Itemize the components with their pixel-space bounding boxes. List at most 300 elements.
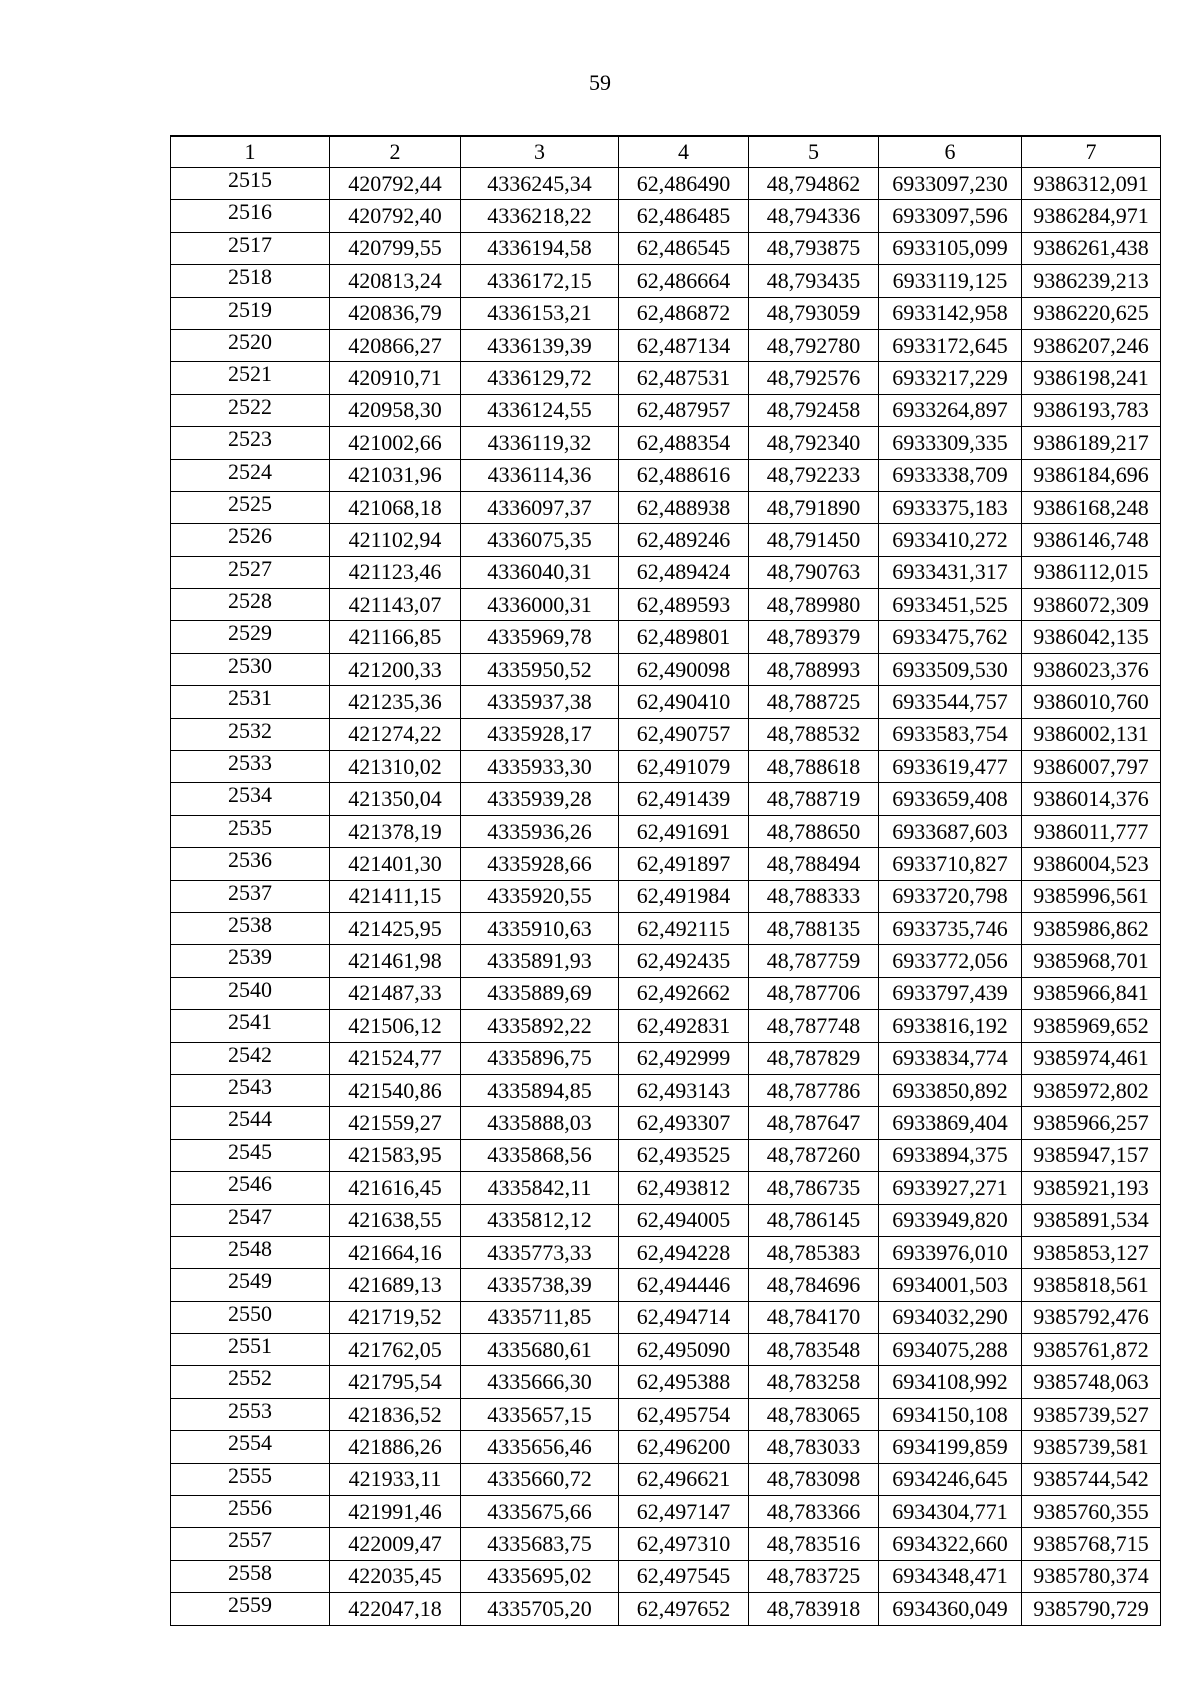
table-cell: 4335910,63 [461, 912, 619, 944]
table-row [171, 945, 1161, 977]
table-cell [171, 912, 330, 944]
point-number: 2540 [228, 976, 272, 1002]
point-number: 2545 [228, 1138, 272, 1164]
table-cell: 421102,94 [330, 524, 461, 556]
table-row [171, 653, 1161, 685]
table-cell: 48,788618 [749, 751, 879, 783]
table-cell: 48,783033 [749, 1431, 879, 1463]
table-cell: 62,497545 [619, 1560, 749, 1592]
table-cell: 6934075,288 [879, 1334, 1022, 1366]
table-cell: 62,494228 [619, 1236, 749, 1268]
table-cell: 6933735,746 [879, 912, 1022, 944]
table-cell [171, 977, 330, 1009]
table-cell: 6933619,477 [879, 751, 1022, 783]
table-row [171, 232, 1161, 264]
table-row [171, 1074, 1161, 1106]
table-cell: 9386014,376 [1022, 783, 1161, 815]
table-cell [171, 1496, 330, 1528]
table-cell: 6934246,645 [879, 1463, 1022, 1495]
table-cell: 6933894,375 [879, 1139, 1022, 1171]
table-cell: 420836,79 [330, 297, 461, 329]
table-cell: 420813,24 [330, 265, 461, 297]
point-number: 2534 [228, 782, 272, 808]
table-cell: 9385790,729 [1022, 1593, 1161, 1625]
table-cell: 62,496200 [619, 1431, 749, 1463]
table-row [171, 977, 1161, 1009]
point-number: 2531 [228, 685, 272, 711]
table-cell: 62,489801 [619, 621, 749, 653]
table-cell: 4335933,30 [461, 751, 619, 783]
table-cell: 6933475,762 [879, 621, 1022, 653]
table-cell: 422035,45 [330, 1560, 461, 1592]
table-cell [171, 589, 330, 621]
table-cell: 6933451,525 [879, 589, 1022, 621]
table-cell: 62,492115 [619, 912, 749, 944]
table-row [171, 783, 1161, 815]
table-cell [171, 1139, 330, 1171]
table-cell: 4335657,15 [461, 1398, 619, 1430]
point-number: 2538 [228, 911, 272, 937]
table-cell: 9385891,534 [1022, 1204, 1161, 1236]
table-cell: 9385739,527 [1022, 1398, 1161, 1430]
column-header: 1 [171, 136, 330, 168]
table-cell: 6934199,859 [879, 1431, 1022, 1463]
table-cell: 62,495388 [619, 1366, 749, 1398]
table-cell: 62,491691 [619, 815, 749, 847]
table-cell: 9385739,581 [1022, 1431, 1161, 1463]
table-cell: 421664,16 [330, 1236, 461, 1268]
table-cell: 9386189,217 [1022, 427, 1161, 459]
table-cell: 4335868,56 [461, 1139, 619, 1171]
table-cell: 421031,96 [330, 459, 461, 491]
table-cell: 4335666,30 [461, 1366, 619, 1398]
column-header: 4 [619, 136, 749, 168]
table-cell: 421886,26 [330, 1431, 461, 1463]
table-cell: 62,497652 [619, 1593, 749, 1625]
table-cell: 62,492831 [619, 1010, 749, 1042]
table-cell: 9385768,715 [1022, 1528, 1161, 1560]
point-number: 2530 [228, 652, 272, 678]
table-cell: 48,790763 [749, 556, 879, 588]
point-number: 2536 [228, 847, 272, 873]
column-header: 7 [1022, 136, 1161, 168]
table-cell [171, 427, 330, 459]
page-number: 59 [589, 70, 611, 95]
table-cell: 6934322,660 [879, 1528, 1022, 1560]
table-cell: 48,783725 [749, 1560, 879, 1592]
point-number: 2524 [228, 458, 272, 484]
table-cell [171, 329, 330, 361]
point-number: 2525 [228, 490, 272, 516]
table-cell: 48,788532 [749, 718, 879, 750]
table-cell [171, 1366, 330, 1398]
table-cell: 62,497310 [619, 1528, 749, 1560]
table-cell: 4336153,21 [461, 297, 619, 329]
point-number: 2520 [228, 328, 272, 354]
table-cell: 9386072,309 [1022, 589, 1161, 621]
table-cell: 6934001,503 [879, 1269, 1022, 1301]
table-cell [171, 686, 330, 718]
table-cell: 420799,55 [330, 232, 461, 264]
table-cell: 6933659,408 [879, 783, 1022, 815]
table-cell: 9385969,652 [1022, 1010, 1161, 1042]
table-cell: 4335939,28 [461, 783, 619, 815]
table-cell: 48,788993 [749, 653, 879, 685]
table-cell [171, 556, 330, 588]
table-cell: 48,791450 [749, 524, 879, 556]
table-cell: 4335892,22 [461, 1010, 619, 1042]
table-cell [171, 1042, 330, 1074]
table-cell [171, 783, 330, 815]
table-cell: 62,490757 [619, 718, 749, 750]
table-cell: 62,496621 [619, 1463, 749, 1495]
table-cell: 62,494714 [619, 1301, 749, 1333]
table-cell: 6933410,272 [879, 524, 1022, 556]
table-cell: 4336129,72 [461, 362, 619, 394]
table-cell: 48,794862 [749, 168, 879, 200]
table-cell: 420958,30 [330, 394, 461, 426]
table-cell: 62,491897 [619, 848, 749, 880]
table-cell [171, 718, 330, 750]
table-cell: 9386198,241 [1022, 362, 1161, 394]
table-cell: 9385968,701 [1022, 945, 1161, 977]
table-cell: 62,487134 [619, 329, 749, 361]
point-number: 2522 [228, 393, 272, 419]
table-row [171, 1010, 1161, 1042]
table-cell [171, 1269, 330, 1301]
table-cell: 48,791890 [749, 491, 879, 523]
table-row [171, 1107, 1161, 1139]
table-cell: 4335969,78 [461, 621, 619, 653]
point-number: 2555 [228, 1462, 272, 1488]
table-cell: 62,491439 [619, 783, 749, 815]
table-cell [171, 200, 330, 232]
point-number: 2544 [228, 1106, 272, 1132]
table-cell [171, 653, 330, 685]
point-number: 2528 [228, 588, 272, 614]
table-cell: 421559,27 [330, 1107, 461, 1139]
table-cell: 48,788719 [749, 783, 879, 815]
table-cell: 4335889,69 [461, 977, 619, 1009]
table-cell: 421991,46 [330, 1496, 461, 1528]
table-cell: 4335894,85 [461, 1074, 619, 1106]
table-cell: 420792,40 [330, 200, 461, 232]
table-cell: 4336139,39 [461, 329, 619, 361]
point-number: 2527 [228, 555, 272, 581]
table-cell: 4335660,72 [461, 1463, 619, 1495]
table-cell: 6933927,271 [879, 1172, 1022, 1204]
table-cell: 9385818,561 [1022, 1269, 1161, 1301]
table-cell: 48,789980 [749, 589, 879, 621]
table-row [171, 1560, 1161, 1592]
table-cell: 4336119,32 [461, 427, 619, 459]
table-cell: 6934150,108 [879, 1398, 1022, 1430]
table-cell: 9386284,971 [1022, 200, 1161, 232]
column-header: 2 [330, 136, 461, 168]
table-row [171, 1398, 1161, 1430]
table-cell: 4335920,55 [461, 880, 619, 912]
column-header: 5 [749, 136, 879, 168]
table-cell: 62,492662 [619, 977, 749, 1009]
point-number: 2517 [228, 231, 272, 257]
table-cell: 4335683,75 [461, 1528, 619, 1560]
table-cell: 421274,22 [330, 718, 461, 750]
table-row [171, 1139, 1161, 1171]
table-row [171, 1463, 1161, 1495]
table-cell: 9385760,355 [1022, 1496, 1161, 1528]
table-cell: 6933119,125 [879, 265, 1022, 297]
table-cell: 62,486872 [619, 297, 749, 329]
table-cell [171, 1074, 330, 1106]
table-cell: 6933850,892 [879, 1074, 1022, 1106]
table-cell [171, 1107, 330, 1139]
table-cell: 9386002,131 [1022, 718, 1161, 750]
table-row [171, 265, 1161, 297]
table-row [171, 718, 1161, 750]
table-cell: 62,493143 [619, 1074, 749, 1106]
table-cell: 48,789379 [749, 621, 879, 653]
table-cell: 4336218,22 [461, 200, 619, 232]
table-cell: 6934108,992 [879, 1366, 1022, 1398]
table-cell: 6933949,820 [879, 1204, 1022, 1236]
table-cell: 62,490410 [619, 686, 749, 718]
table-cell: 421002,66 [330, 427, 461, 459]
table-cell: 421487,33 [330, 977, 461, 1009]
table-row [171, 427, 1161, 459]
table-cell: 4335928,66 [461, 848, 619, 880]
table-cell [171, 524, 330, 556]
table-cell: 9386023,376 [1022, 653, 1161, 685]
table-body [171, 168, 1161, 1626]
table-cell: 48,792340 [749, 427, 879, 459]
table-row [171, 912, 1161, 944]
table-cell: 420866,27 [330, 329, 461, 361]
table-cell: 48,783065 [749, 1398, 879, 1430]
table-cell: 4335891,93 [461, 945, 619, 977]
table-cell: 48,788333 [749, 880, 879, 912]
table-cell: 421762,05 [330, 1334, 461, 1366]
table-cell: 4336172,15 [461, 265, 619, 297]
point-number: 2535 [228, 814, 272, 840]
table-cell [171, 1528, 330, 1560]
table-cell: 420792,44 [330, 168, 461, 200]
table-row [171, 329, 1161, 361]
table-cell: 48,793875 [749, 232, 879, 264]
table-cell: 421143,07 [330, 589, 461, 621]
table-cell: 6934348,471 [879, 1560, 1022, 1592]
table-cell: 48,787829 [749, 1042, 879, 1074]
table-row [171, 1042, 1161, 1074]
point-number: 2543 [228, 1073, 272, 1099]
point-number: 2515 [228, 167, 272, 192]
table-cell: 48,783918 [749, 1593, 879, 1625]
table-cell [171, 232, 330, 264]
table-cell: 9385792,476 [1022, 1301, 1161, 1333]
table-cell: 6933338,709 [879, 459, 1022, 491]
table-cell: 48,784170 [749, 1301, 879, 1333]
table-cell [171, 880, 330, 912]
table-cell: 421933,11 [330, 1463, 461, 1495]
table-row [171, 1204, 1161, 1236]
table-cell: 62,489593 [619, 589, 749, 621]
table-cell: 6934032,290 [879, 1301, 1022, 1333]
table-cell [171, 621, 330, 653]
table-cell: 9386011,777 [1022, 815, 1161, 847]
table-cell: 9386193,783 [1022, 394, 1161, 426]
table-cell: 4335936,26 [461, 815, 619, 847]
table-cell: 422047,18 [330, 1593, 461, 1625]
point-number: 2550 [228, 1300, 272, 1326]
table-cell: 422009,47 [330, 1528, 461, 1560]
table-cell: 4335705,20 [461, 1593, 619, 1625]
table-cell: 62,487957 [619, 394, 749, 426]
table-cell: 48,787786 [749, 1074, 879, 1106]
table-cell [171, 1204, 330, 1236]
table-cell: 4335950,52 [461, 653, 619, 685]
table-cell: 48,785383 [749, 1236, 879, 1268]
table-cell: 6933816,192 [879, 1010, 1022, 1042]
table-cell [171, 1334, 330, 1366]
table-cell: 62,492999 [619, 1042, 749, 1074]
table-row [171, 200, 1161, 232]
table-cell: 421506,12 [330, 1010, 461, 1042]
table-cell: 48,794336 [749, 200, 879, 232]
table-row [171, 297, 1161, 329]
table-cell: 421401,30 [330, 848, 461, 880]
table-cell [171, 1172, 330, 1204]
table-cell: 421068,18 [330, 491, 461, 523]
table-cell: 6933544,757 [879, 686, 1022, 718]
table-cell: 421795,54 [330, 1366, 461, 1398]
table-cell: 62,493525 [619, 1139, 749, 1171]
column-header: 6 [879, 136, 1022, 168]
table-cell [171, 1463, 330, 1495]
table-cell: 9386146,748 [1022, 524, 1161, 556]
table-cell: 4335928,17 [461, 718, 619, 750]
table-row [171, 751, 1161, 783]
table-cell: 62,489246 [619, 524, 749, 556]
point-number: 2518 [228, 264, 272, 290]
table-cell: 48,792576 [749, 362, 879, 394]
table-cell [171, 751, 330, 783]
table-cell: 421411,15 [330, 880, 461, 912]
table-row [171, 168, 1161, 200]
point-number: 2541 [228, 1009, 272, 1035]
table-cell: 6933172,645 [879, 329, 1022, 361]
table-cell: 9385996,561 [1022, 880, 1161, 912]
point-number: 2532 [228, 717, 272, 743]
table-cell: 6934360,049 [879, 1593, 1022, 1625]
table-cell [171, 394, 330, 426]
table-cell: 4335888,03 [461, 1107, 619, 1139]
table-cell: 4336000,31 [461, 589, 619, 621]
table-cell: 62,486485 [619, 200, 749, 232]
table-cell [171, 1236, 330, 1268]
point-number: 2554 [228, 1430, 272, 1456]
table-cell: 48,787706 [749, 977, 879, 1009]
table-cell: 9385947,157 [1022, 1139, 1161, 1171]
table-cell [171, 362, 330, 394]
table-cell: 4335675,66 [461, 1496, 619, 1528]
table-cell: 62,486664 [619, 265, 749, 297]
table-cell [171, 1560, 330, 1592]
table-cell: 421461,98 [330, 945, 461, 977]
table-cell [171, 168, 330, 200]
table-cell: 9386007,797 [1022, 751, 1161, 783]
table-cell: 48,788725 [749, 686, 879, 718]
table-cell [171, 1398, 330, 1430]
table-cell: 9385986,862 [1022, 912, 1161, 944]
table-cell: 62,488616 [619, 459, 749, 491]
table-cell [171, 945, 330, 977]
table-cell [171, 815, 330, 847]
point-number: 2533 [228, 750, 272, 776]
table-cell: 4335842,11 [461, 1172, 619, 1204]
point-number: 2553 [228, 1397, 272, 1423]
point-number: 2549 [228, 1268, 272, 1294]
table-cell: 4335695,02 [461, 1560, 619, 1592]
table-cell: 62,491079 [619, 751, 749, 783]
table-cell: 6933687,603 [879, 815, 1022, 847]
table-cell: 48,783516 [749, 1528, 879, 1560]
point-number: 2519 [228, 296, 272, 322]
table-cell: 62,494446 [619, 1269, 749, 1301]
table-row [171, 524, 1161, 556]
table-cell: 6933142,958 [879, 297, 1022, 329]
point-number: 2521 [228, 361, 272, 387]
table-cell: 4335711,85 [461, 1301, 619, 1333]
table-cell: 4336040,31 [461, 556, 619, 588]
point-number: 2542 [228, 1041, 272, 1067]
table-cell: 48,793059 [749, 297, 879, 329]
point-number: 2551 [228, 1333, 272, 1359]
table-cell: 6933431,317 [879, 556, 1022, 588]
table-cell: 6933264,897 [879, 394, 1022, 426]
table-cell: 48,787759 [749, 945, 879, 977]
table-cell: 9386312,091 [1022, 168, 1161, 200]
table-row [171, 459, 1161, 491]
table-cell: 9386220,625 [1022, 297, 1161, 329]
table-cell: 421350,04 [330, 783, 461, 815]
point-number: 2516 [228, 199, 272, 225]
table-row [171, 1269, 1161, 1301]
table-cell: 48,783098 [749, 1463, 879, 1495]
point-number: 2529 [228, 620, 272, 646]
table-cell: 6933797,439 [879, 977, 1022, 1009]
table-cell: 9385780,374 [1022, 1560, 1161, 1592]
table-cell: 421166,85 [330, 621, 461, 653]
table-cell: 6933097,596 [879, 200, 1022, 232]
table-cell: 421836,52 [330, 1398, 461, 1430]
table-cell: 421638,55 [330, 1204, 461, 1236]
table-cell: 4335773,33 [461, 1236, 619, 1268]
point-number: 2552 [228, 1365, 272, 1391]
table-cell [171, 1010, 330, 1042]
table-cell: 6933309,335 [879, 427, 1022, 459]
table-cell: 48,783366 [749, 1496, 879, 1528]
point-number: 2556 [228, 1495, 272, 1521]
table-cell: 6933834,774 [879, 1042, 1022, 1074]
table-cell [171, 848, 330, 880]
point-number: 2526 [228, 523, 272, 549]
table-cell [171, 1431, 330, 1463]
table-cell [171, 1301, 330, 1333]
table-cell: 420910,71 [330, 362, 461, 394]
table-row [171, 556, 1161, 588]
table-cell: 9385966,257 [1022, 1107, 1161, 1139]
table-cell: 48,787647 [749, 1107, 879, 1139]
table-cell: 6933105,099 [879, 232, 1022, 264]
